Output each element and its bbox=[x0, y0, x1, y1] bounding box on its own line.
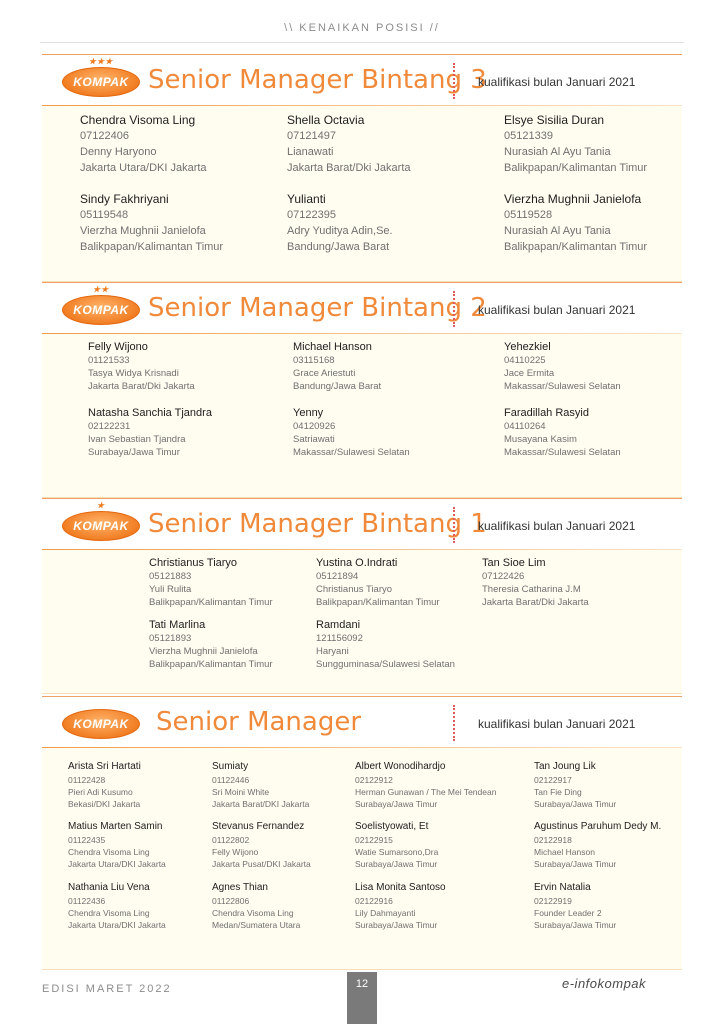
star-icon: ★★★ bbox=[88, 57, 114, 66]
member-location: Surabaya/Jawa Timur bbox=[88, 447, 180, 458]
member-name: Tan Joung Lik bbox=[534, 761, 596, 772]
member-id: 05121883 bbox=[149, 571, 192, 582]
member-id: 01122435 bbox=[68, 835, 106, 845]
member-panel bbox=[42, 550, 682, 694]
member-card bbox=[212, 881, 300, 931]
member-name: Sindy Fakhriyani bbox=[80, 192, 169, 206]
member-id: 02122916 bbox=[355, 896, 393, 906]
member-sponsor: Michael Hanson bbox=[534, 847, 595, 857]
member-name: Elsye Sisilia Duran bbox=[504, 113, 605, 127]
star-icon: ★ bbox=[96, 501, 106, 510]
member-location: Balikpapan/Kalimantan Timur bbox=[80, 241, 224, 253]
member-name: Agustinus Paruhum Dedy M. bbox=[534, 821, 662, 832]
member-name: Tan Sioe Lim bbox=[482, 557, 546, 569]
member-card bbox=[293, 406, 410, 459]
member-sponsor: Satriawati bbox=[293, 434, 335, 445]
member-card bbox=[80, 112, 207, 176]
member-name: Stevanus Fernandez bbox=[212, 821, 305, 832]
member-id: 04120926 bbox=[293, 421, 336, 432]
member-name: Yustina O.Indrati bbox=[316, 557, 398, 569]
member-name: Yulianti bbox=[287, 192, 326, 206]
member-location: Sungguminasa/Sulawesi Selatan bbox=[316, 659, 455, 670]
member-name: Felly Wijono bbox=[88, 341, 148, 353]
member-name: Albert Wonodihardjo bbox=[355, 761, 446, 772]
member-id: 02122919 bbox=[534, 896, 572, 906]
member-sponsor: Grace Ariestuti bbox=[293, 368, 356, 379]
member-location: Makassar/Sulawesi Selatan bbox=[504, 447, 621, 458]
dotted-divider bbox=[453, 705, 455, 741]
member-location: Bandung/Jawa Barat bbox=[287, 241, 390, 253]
member-card bbox=[212, 820, 311, 870]
member-name: Michael Hanson bbox=[293, 341, 372, 353]
member-location: Balikpapan/Kalimantan Timur bbox=[149, 659, 273, 670]
member-card bbox=[68, 881, 166, 931]
member-card bbox=[68, 820, 166, 870]
member-id: 01122802 bbox=[212, 835, 250, 845]
member-sponsor: Tan Fie Ding bbox=[534, 787, 582, 797]
member-id: 05121894 bbox=[316, 571, 359, 582]
member-location: Surabaya/Jawa Timur bbox=[355, 920, 438, 930]
dotted-divider bbox=[453, 507, 455, 543]
member-sponsor: Christianus Tiaryo bbox=[316, 584, 393, 595]
member-card bbox=[212, 760, 309, 810]
member-card bbox=[80, 191, 223, 255]
member-location: Jakarta Utara/DKI Jakarta bbox=[80, 162, 207, 174]
member-location: Surabaya/Jawa Timur bbox=[355, 859, 438, 869]
member-sponsor: Vierzha Mughnii Janielofa bbox=[80, 225, 206, 237]
member-id: 02122231 bbox=[88, 421, 131, 432]
member-sponsor: Chendra Visoma Ling bbox=[68, 908, 150, 918]
member-location: Surabaya/Jawa Timur bbox=[534, 859, 617, 869]
member-name: Nathania Liu Vena bbox=[68, 882, 150, 893]
member-id: 04110225 bbox=[504, 355, 546, 366]
member-location: Balikpapan/Kalimantan Timur bbox=[316, 597, 440, 608]
section-header bbox=[42, 696, 682, 748]
member-name: Agnes Thian bbox=[212, 882, 268, 893]
member-location: Bekasi/DKI Jakarta bbox=[68, 799, 141, 809]
member-card bbox=[534, 760, 616, 810]
member-id: 05121893 bbox=[149, 633, 192, 644]
section-senior-manager-bintang-2 bbox=[42, 282, 682, 498]
member-card bbox=[534, 881, 616, 931]
member-card bbox=[88, 340, 195, 393]
member-card bbox=[355, 881, 446, 931]
qualification-label: kualifikasi bulan Januari 2021 bbox=[478, 519, 636, 533]
member-name: Sumiaty bbox=[212, 761, 249, 772]
member-panel bbox=[42, 748, 682, 970]
member-id: 02122915 bbox=[355, 835, 393, 845]
member-panel bbox=[42, 106, 682, 282]
member-id: 05121339 bbox=[504, 130, 553, 142]
member-location: Surabaya/Jawa Timur bbox=[534, 920, 617, 930]
member-name: Vierzha Mughnii Janielofa bbox=[504, 192, 642, 206]
member-sponsor: Ivan Sebastian Tjandra bbox=[88, 434, 186, 445]
member-card bbox=[534, 820, 661, 870]
member-card bbox=[287, 112, 411, 176]
member-id: 04110264 bbox=[504, 421, 546, 432]
member-sponsor: Lily Dahmayanti bbox=[355, 908, 416, 918]
section-senior-manager-bintang-1 bbox=[42, 498, 682, 694]
member-card bbox=[68, 760, 141, 810]
member-card bbox=[88, 406, 212, 459]
member-location: Makassar/Sulawesi Selatan bbox=[293, 447, 410, 458]
member-sponsor: Musayana Kasim bbox=[504, 434, 577, 445]
kompak-logo: KOMPAK bbox=[62, 709, 140, 739]
member-id: 03115168 bbox=[293, 355, 335, 366]
member-sponsor: Chendra Visoma Ling bbox=[68, 847, 150, 857]
member-sponsor: Jace Ermita bbox=[504, 368, 555, 379]
page-header: \\ KENAIKAN POSISI // bbox=[284, 22, 440, 34]
member-card bbox=[287, 191, 393, 255]
page-number: 12 bbox=[347, 972, 377, 1024]
kompak-logo: ★ KOMPAK bbox=[62, 511, 140, 541]
member-name: Ramdani bbox=[316, 619, 361, 631]
member-panel bbox=[42, 334, 682, 498]
member-name: Lisa Monita Santoso bbox=[355, 882, 446, 893]
member-id: 07121497 bbox=[287, 130, 336, 142]
member-id: 01122446 bbox=[212, 775, 250, 785]
member-name: Faradillah Rasyid bbox=[504, 407, 589, 419]
member-sponsor: Lianawati bbox=[287, 146, 334, 158]
member-id: 07122406 bbox=[80, 130, 129, 142]
member-id: 05119528 bbox=[504, 209, 553, 221]
member-name: Christianus Tiaryo bbox=[149, 557, 238, 569]
member-id: 07122426 bbox=[482, 571, 525, 582]
section-header bbox=[42, 54, 682, 106]
member-location: Jakarta Utara/DKI Jakarta bbox=[68, 920, 166, 930]
member-name: Matius Marten Samin bbox=[68, 821, 163, 832]
member-card bbox=[504, 191, 647, 255]
member-name: Shella Octavia bbox=[287, 113, 365, 127]
section-title: Senior Manager Bintang 3 bbox=[148, 65, 487, 95]
member-card bbox=[504, 406, 621, 459]
qualification-label: kualifikasi bulan Januari 2021 bbox=[478, 75, 636, 89]
section-title: Senior Manager Bintang 1 bbox=[148, 509, 487, 539]
member-card bbox=[149, 556, 273, 609]
member-card bbox=[149, 618, 273, 671]
dotted-divider bbox=[453, 291, 455, 327]
member-location: Jakarta Pusat/DKI Jakarta bbox=[212, 859, 311, 869]
member-sponsor: Sri Moini White bbox=[212, 787, 270, 797]
member-location: Jakarta Utara/DKI Jakarta bbox=[68, 859, 166, 869]
member-name: Ervin Natalia bbox=[534, 882, 591, 893]
member-sponsor: Pieri Adi Kusumo bbox=[68, 787, 133, 797]
brand-logo: e-infokompak bbox=[562, 976, 647, 991]
member-card bbox=[355, 760, 496, 810]
member-name: Soelistyowati, Et bbox=[355, 821, 429, 832]
member-location: Jakarta Barat/Dki Jakarta bbox=[287, 162, 411, 174]
member-id: 01122806 bbox=[212, 896, 250, 906]
member-sponsor: Nurasiah Al Ayu Tania bbox=[504, 225, 611, 237]
member-location: Jakarta Barat/Dki Jakarta bbox=[482, 597, 589, 608]
qualification-label: kualifikasi bulan Januari 2021 bbox=[478, 303, 636, 317]
member-location: Jakarta Barat/Dki Jakarta bbox=[88, 381, 195, 392]
member-sponsor: Chendra Visoma Ling bbox=[212, 908, 294, 918]
section-header bbox=[42, 282, 682, 334]
member-name: Tati Marlina bbox=[149, 619, 206, 631]
member-card bbox=[355, 820, 438, 870]
member-id: 01121533 bbox=[88, 355, 130, 366]
member-location: Surabaya/Jawa Timur bbox=[534, 799, 617, 809]
section-senior-manager bbox=[42, 696, 682, 970]
star-icon: ★★ bbox=[92, 285, 110, 294]
member-card bbox=[504, 112, 647, 176]
member-card bbox=[504, 340, 621, 393]
member-location: Medan/Sumatera Utara bbox=[212, 920, 301, 930]
member-sponsor: Haryani bbox=[316, 646, 349, 657]
qualification-label: kualifikasi bulan Januari 2021 bbox=[478, 717, 636, 731]
member-sponsor: Herman Gunawan / The Mei Tendean bbox=[355, 787, 497, 797]
member-sponsor: Adry Yuditya Adin,Se. bbox=[287, 225, 393, 237]
member-sponsor: Felly Wijono bbox=[212, 847, 259, 857]
member-id: 02122918 bbox=[534, 835, 572, 845]
member-sponsor: Nurasiah Al Ayu Tania bbox=[504, 146, 611, 158]
member-location: Surabaya/Jawa Timur bbox=[355, 799, 438, 809]
member-id: 02122912 bbox=[355, 775, 393, 785]
kompak-logo: ★★★ KOMPAK bbox=[62, 67, 140, 97]
member-id: 01122436 bbox=[68, 896, 106, 906]
member-sponsor: Tasya Widya Krisnadi bbox=[88, 368, 179, 379]
member-card bbox=[482, 556, 589, 609]
member-location: Balikpapan/Kalimantan Timur bbox=[149, 597, 273, 608]
member-name: Natasha Sanchia Tjandra bbox=[88, 407, 212, 419]
member-id: 121156092 bbox=[316, 633, 363, 644]
member-sponsor: Founder Leader 2 bbox=[534, 908, 602, 918]
member-location: Makassar/Sulawesi Selatan bbox=[504, 381, 621, 392]
member-sponsor: Watie Sumarsono,Dra bbox=[355, 847, 439, 857]
member-id: 05119548 bbox=[80, 209, 129, 221]
member-sponsor: Vierzha Mughnii Janielofa bbox=[149, 646, 258, 657]
section-senior-manager-bintang-3 bbox=[42, 54, 682, 282]
member-sponsor: Denny Haryono bbox=[80, 146, 157, 158]
header-divider bbox=[40, 42, 684, 43]
member-location: Balikpapan/Kalimantan Timur bbox=[504, 241, 648, 253]
member-card bbox=[293, 340, 381, 393]
member-name: Chendra Visoma Ling bbox=[80, 113, 196, 127]
member-name: Yehezkiel bbox=[504, 341, 551, 353]
member-id: 02122917 bbox=[534, 775, 572, 785]
member-location: Balikpapan/Kalimantan Timur bbox=[504, 162, 648, 174]
member-sponsor: Yuli Rulita bbox=[149, 584, 192, 595]
member-location: Jakarta Barat/DKI Jakarta bbox=[212, 799, 310, 809]
member-name: Yenny bbox=[293, 407, 324, 419]
section-header bbox=[42, 498, 682, 550]
member-name: Arista Sri Hartati bbox=[68, 761, 141, 772]
section-title: Senior Manager bbox=[156, 707, 362, 737]
dotted-divider bbox=[453, 63, 455, 99]
kompak-logo: ★★ KOMPAK bbox=[62, 295, 140, 325]
member-location: Bandung/Jawa Barat bbox=[293, 381, 382, 392]
edition-label: EDISI MARET 2022 bbox=[42, 983, 172, 995]
member-card bbox=[316, 556, 440, 609]
section-title: Senior Manager Bintang 2 bbox=[148, 293, 487, 323]
member-sponsor: Theresia Catharina J.M bbox=[482, 584, 581, 595]
member-card bbox=[316, 618, 455, 671]
member-id: 01122428 bbox=[68, 775, 106, 785]
member-id: 07122395 bbox=[287, 209, 336, 221]
